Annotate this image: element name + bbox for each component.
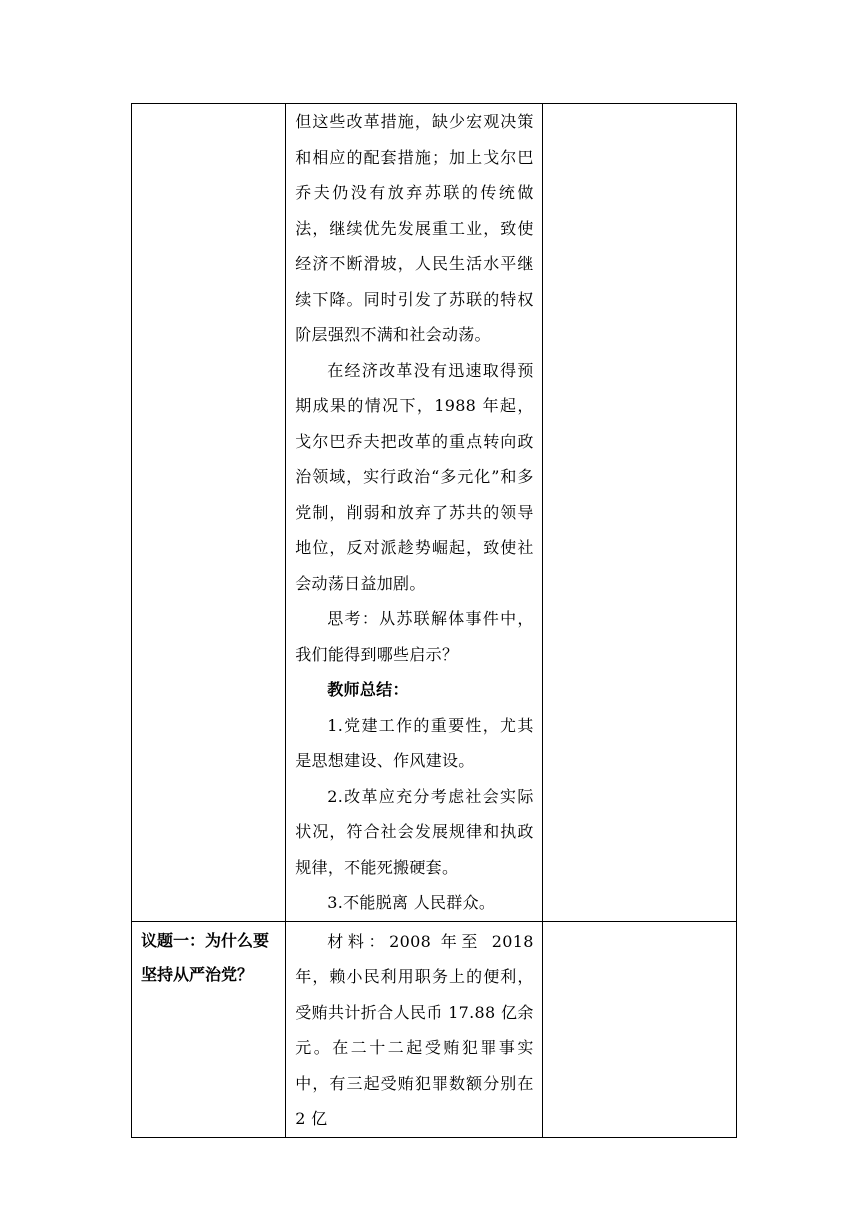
notes-cell-empty xyxy=(542,104,736,922)
paragraph-teacher-summary-heading: 教师总结： xyxy=(327,680,409,699)
topic-cell xyxy=(132,921,286,1137)
topic-cell-empty xyxy=(132,104,286,922)
notes-cell-empty xyxy=(542,921,736,1137)
paragraph-summary-1: 1.党建工作的重要性，尤其是思想建设、作风建设。 xyxy=(295,715,534,770)
table-row xyxy=(132,921,737,1137)
lesson-plan-table xyxy=(131,103,737,1138)
paragraph-summary-2: 2.改革应充分考虑社会实际状况，符合社会发展规律和执政规律，不能死搬硬套。 xyxy=(295,786,534,877)
table-row xyxy=(132,104,737,922)
paragraph-political-reform: 在经济改革没有迅速取得预期成果的情况下，1988 年起，戈尔巴乔夫把改革的重点转向政治领域，实行政治“多元化”和多党制，削弱和放弃了苏共的领导地位，反对派趁势崛起，致使社会动荡日益加剧。 xyxy=(295,360,534,593)
paragraph-summary-3: 3.不能脱离 人民群众。 xyxy=(327,893,496,912)
topic-title: 议题一：为什么要坚持从严治党？ xyxy=(141,930,270,984)
paragraph-material: 材料：2008 年至 2018 年，赖小民利用职务上的便利，受贿共计折合人民币 17.88 亿余元。在二十二起受贿犯罪事实中，有三起受贿犯罪数额分别在 2 亿 xyxy=(295,931,534,1128)
paragraph-question: 思考：从苏联解体事件中，我们能得到哪些启示？ xyxy=(295,609,534,664)
paragraph-reform-measures: 但这些改革措施，缺少宏观决策和相应的配套措施；加上戈尔巴乔夫仍没有放弃苏联的传统做法，继续优先发展重工业，致使经济不断滑坡，人民生活水平继续下降。同时引发了苏联的特权阶层强烈不满和社会动荡。 xyxy=(295,112,534,344)
content-cell xyxy=(286,104,542,922)
material-cell xyxy=(286,921,542,1137)
